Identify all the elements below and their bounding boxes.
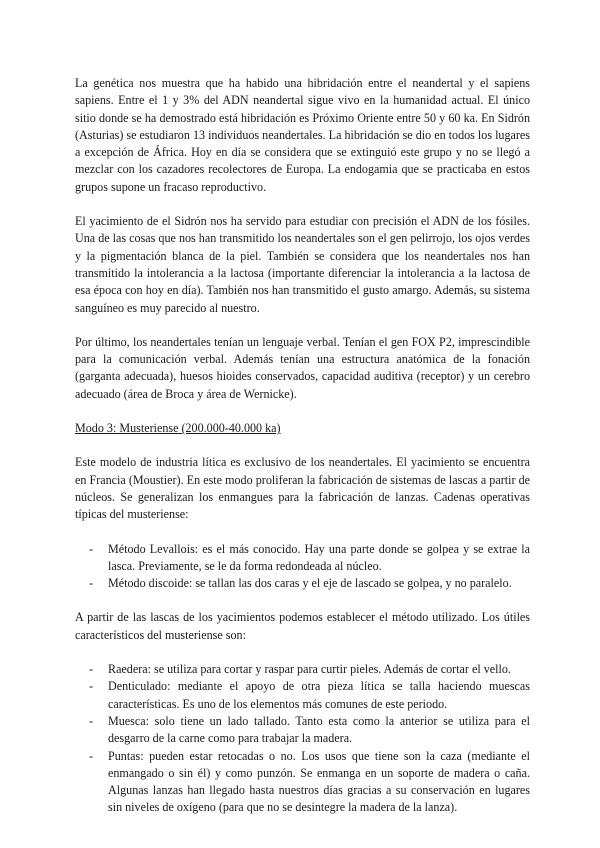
list-item <box>75 678 530 713</box>
dash-bullet: - <box>89 662 94 677</box>
dash-bullet: - <box>89 541 94 556</box>
section-heading-modo-3: Modo 3: Musteriense (200.000-40.000 ka) <box>75 421 281 436</box>
list-cadenas-operativas <box>75 541 530 593</box>
paragraph-musteriense-intro: Este modelo de industria lítica es exclusivo de los neandertales. El yacimiento se encuentra en Francia (Moustier). En este modo proliferan la fabricación de sistemas de lascas a partir de núcleos. Se generalizan los enmangues para la fabricación de lanzas. Cadenas operativas típicas del musteriense: <box>75 455 530 522</box>
paragraph-hybridization: La genética nos muestra que ha habido una hibridación entre el neandertal y el sapiens sapiens. Entre el 1 y 3% del ADN neandertal sigue vivo en la humanidad actual. El único sitio donde se ha demostrado está hibridación es Próximo Oriente entre 50 y 60 ka. En Sidrón (Asturias) se estudiaron 13 individuos neandertales. La hibridación se dio en todos los lugares a excepción de África. Hoy en día se considera que se extinguió este grupo y no se llegó a mezclar con los cazadores recolectores de Europa. La endogamia que se practicaba en estos grupos supone un fracaso reproductivo. <box>75 76 530 194</box>
list-utiles <box>75 661 530 817</box>
list-item-text: Puntas: pueden estar retocadas o no. Los usos que tiene son la caza (mediante el enmangado o sin él) y como punzón. Se enmanga en un soporte de madera o caña. Algunas lanzas han llegado hasta nuestros días gracias a su conservación en lugares sin niveles de oxígeno (para que no se desintegre la madera de la lanza). <box>108 748 530 815</box>
list-item <box>75 661 530 678</box>
list-item-text: Método discoide: se tallan las dos caras y el eje de lascado se golpea, y no paralelo. <box>108 576 512 591</box>
list-item-text: Método Levallois: es el más conocido. Hay una parte donde se golpea y se extrae la lasca. Previamente, se le da forma redondeada al núcleo. <box>108 541 530 573</box>
dash-bullet: - <box>89 576 94 591</box>
paragraph-language: Por último, los neandertales tenían un lenguaje verbal. Tenían el gen FOX P2, imprescindible para la comunicación verbal. Además tenían una estructura anatómica de la fonación (garganta adecuada), huesos hioides conservados, capacidad auditiva (receptor) y un cerebro adecuado (área de Broca y área de Wernicke). <box>75 334 530 401</box>
list-item <box>75 575 530 592</box>
paragraph-utiles-intro: A partir de las lascas de los yacimientos podemos establecer el método utilizado. Los útiles característicos del musteriense son: <box>75 610 530 642</box>
list-item <box>75 748 530 817</box>
dash-bullet: - <box>89 748 94 763</box>
document-page <box>75 75 530 834</box>
list-item <box>75 541 530 576</box>
list-item-text: Denticulado: mediante el apoyo de otra pieza lítica se talla haciendo muescas características. Es uno de los elementos más comunes de este periodo. <box>108 679 530 711</box>
dash-bullet: - <box>89 713 94 728</box>
list-item <box>75 713 530 748</box>
list-item-text: Raedera: se utiliza para cortar y raspar para curtir pieles. Además de cortar el vello. <box>108 662 511 677</box>
dash-bullet: - <box>89 679 94 694</box>
paragraph-sidron-dna: El yacimiento de el Sidrón nos ha servido para estudiar con precisión el ADN de los fósiles. Una de las cosas que nos han transmitido los neandertales son el gen pelirrojo, los ojos verdes y la pigmentación blanca de la piel. También se considera que los neandertales nos han transmitido la intolerancia a la lactosa (importante diferenciar la intolerancia a la lactosa de esa época con hoy en día). También nos han transmitido el gusto amargo. Además, su sistema sanguíneo es muy parecido al nuestro. <box>75 214 530 315</box>
list-item-text: Muesca: solo tiene un lado tallado. Tanto esta como la anterior se utiliza para el desgarro de la carne como para trabajar la madera. <box>108 713 530 746</box>
